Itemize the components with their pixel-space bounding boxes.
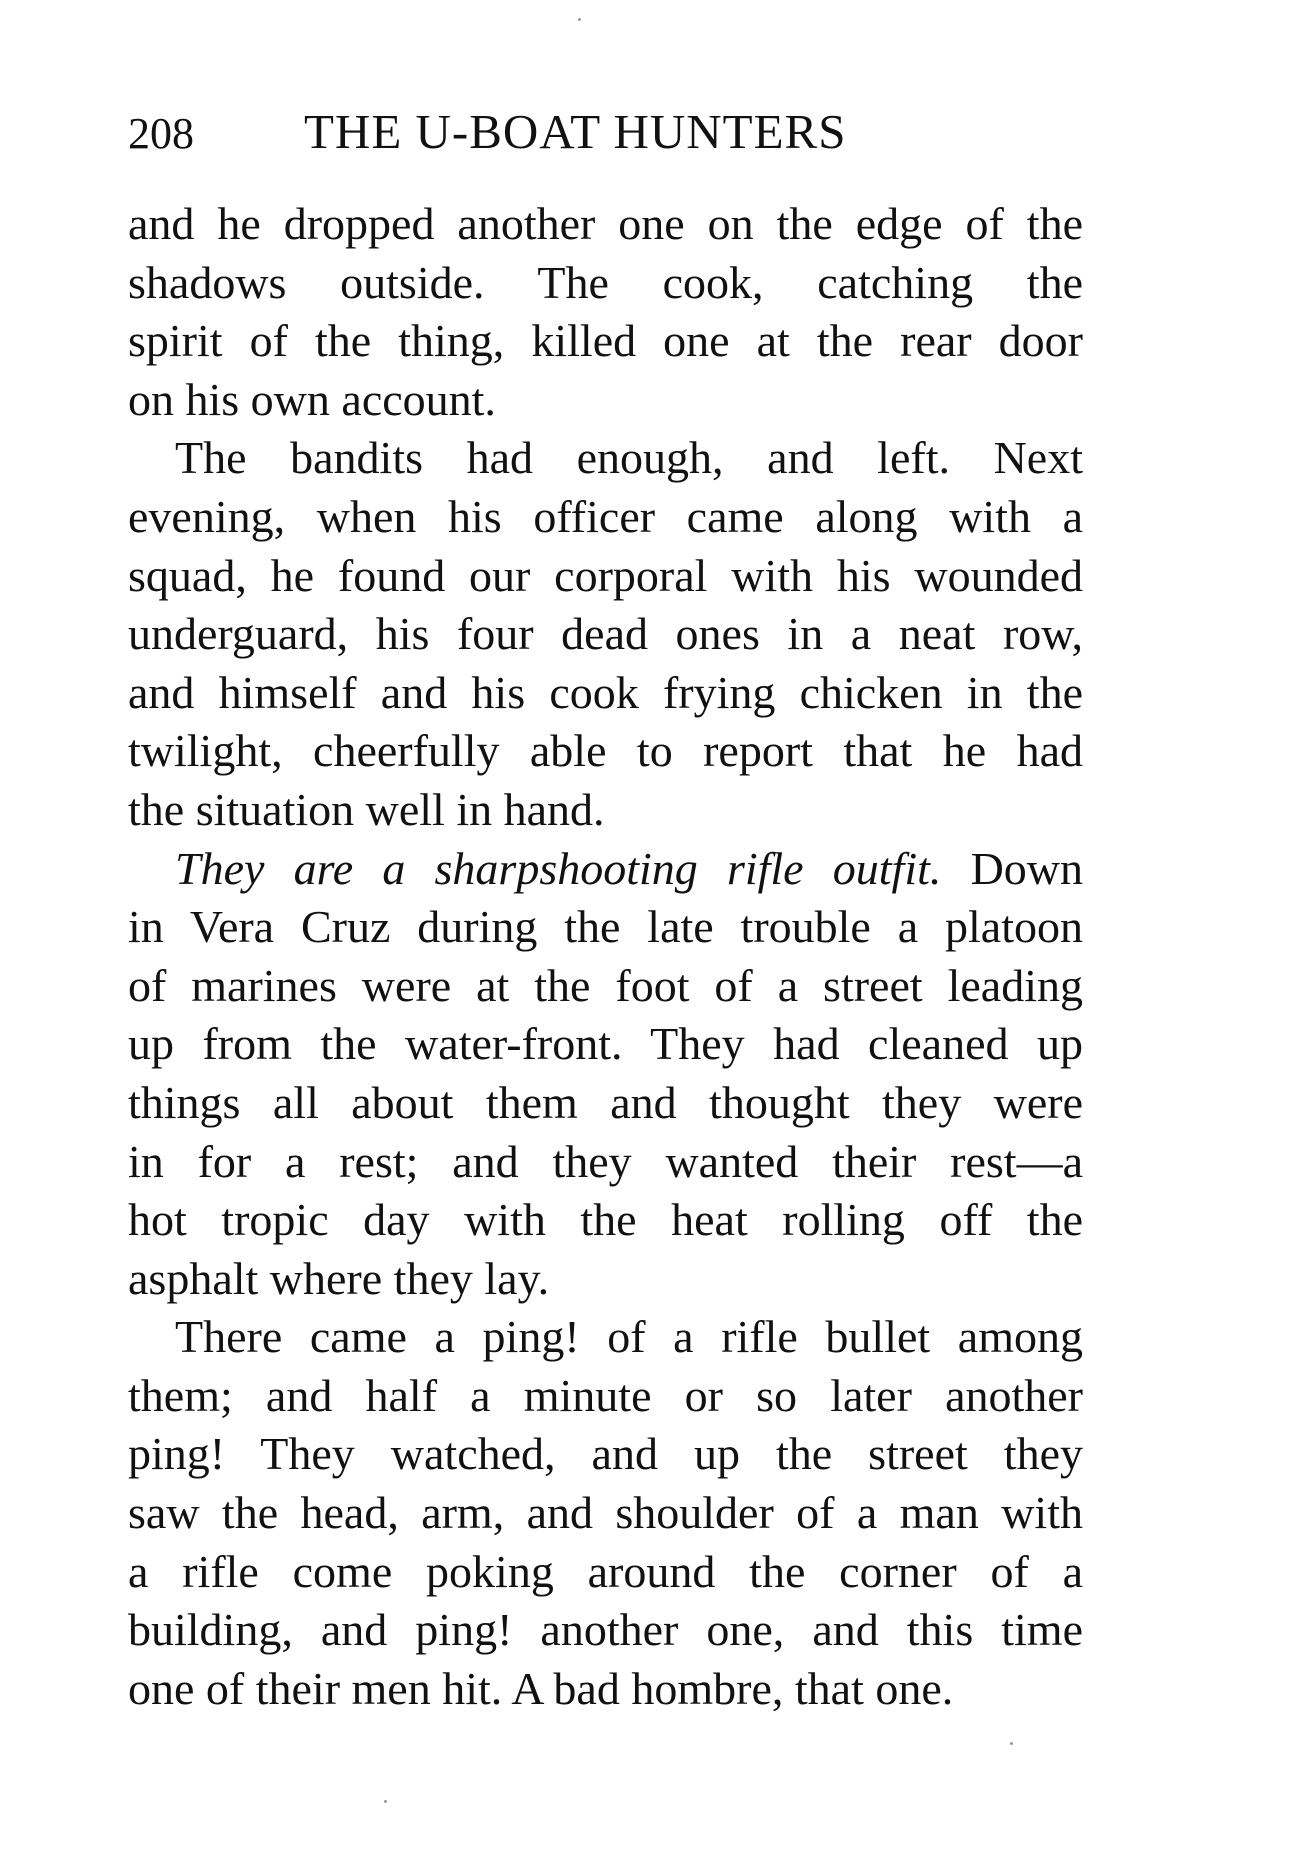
text-line-mixed <box>128 840 1083 899</box>
text-line: There came a ping! of a rifle bullet among <box>175 1311 1083 1363</box>
text-line: squad, he found our corporal with his wounded <box>128 549 1083 601</box>
text-line: one of their men hit. A bad hombre, that one. <box>128 1662 954 1714</box>
text-line: on his own account. <box>128 373 496 425</box>
text-line: up from the water-front. They had cleaned up <box>128 1018 1083 1070</box>
text-line: building, and ping! another one, and this time <box>128 1604 1083 1656</box>
italic-phrase: They are a sharpshooting rifle outfit. <box>175 842 942 894</box>
paragraph-3 <box>128 840 1083 1309</box>
text-line: hot tropic day with the heat rolling off the <box>128 1194 1083 1246</box>
text-line: shadows outside. The cook, catching the <box>128 256 1083 308</box>
page-header <box>128 100 1088 164</box>
text-fragment: Down <box>970 842 1083 894</box>
text-line: and himself and his cook frying chicken in the <box>128 666 1083 718</box>
text-line: evening, when his officer came along with a <box>128 490 1083 542</box>
text-line: spirit of the thing, killed one at the rear door <box>128 315 1083 367</box>
text-line: in Vera Cruz during the late trouble a platoon <box>128 901 1083 953</box>
body-text <box>128 195 1083 1718</box>
text-line: The bandits had enough, and left. Next <box>175 432 1083 484</box>
text-line: them; and half a minute or so later another <box>128 1369 1083 1421</box>
text-line: things all about them and thought they were <box>128 1076 1083 1128</box>
text-line: saw the head, arm, and shoulder of a man with <box>128 1487 1083 1539</box>
text-line: asphalt where they lay. <box>128 1252 550 1304</box>
page-number: 208 <box>128 109 194 158</box>
text-line: underguard, his four dead ones in a neat row, <box>128 608 1083 660</box>
text-line: twilight, cheerfully able to report that he had <box>128 725 1083 777</box>
text-line: the situation well in hand. <box>128 783 605 835</box>
scan-speck <box>1010 1742 1013 1745</box>
text-line: and he dropped another one on the edge of the <box>128 198 1083 249</box>
scan-speck <box>578 18 581 21</box>
text-line: in for a rest; and they wanted their rest—a <box>128 1135 1083 1187</box>
text-line: ping! They watched, and up the street they <box>128 1428 1083 1480</box>
scan-speck <box>384 1800 387 1803</box>
text-line: a rifle come poking around the corner of a <box>128 1545 1083 1597</box>
running-title: THE U-BOAT HUNTERS <box>304 104 847 159</box>
paragraph-2 <box>128 429 1083 839</box>
text-line: of marines were at the foot of a street leading <box>128 959 1083 1011</box>
paragraph-4 <box>128 1308 1083 1718</box>
paragraph-1 <box>128 195 1083 429</box>
